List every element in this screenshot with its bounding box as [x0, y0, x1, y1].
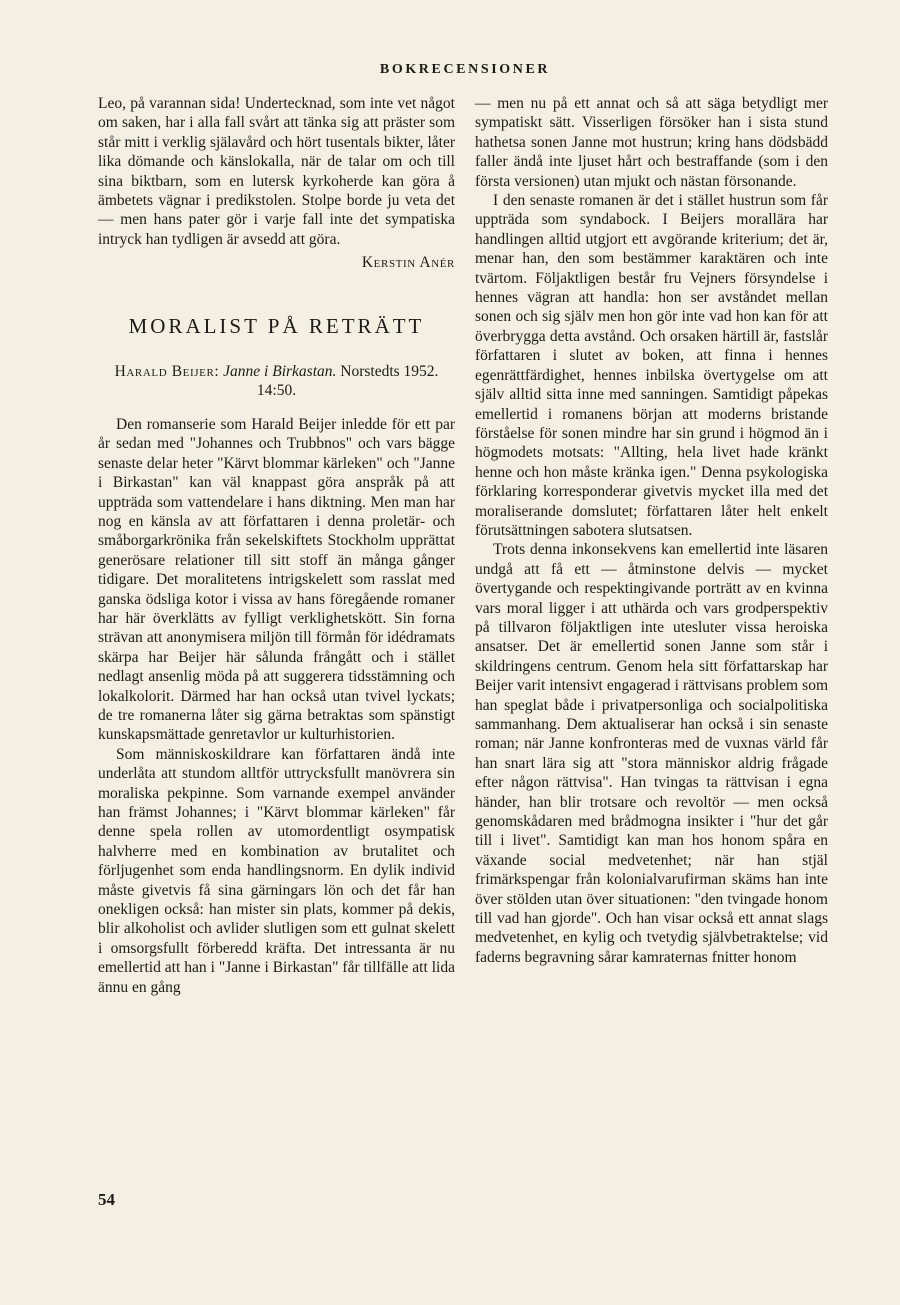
body-paragraph: Som människoskildrare kan författaren ändå inte underlåta att stundom alltför uttrycksfullt manövrera sin moraliska pekpinne. Som varnande exempel använder han främst Johannes; i "Kärvt blommar kärleken" får denne spela rollen av utomordentligt osympatisk halvherre med en kombination av brutalitet och förljugenhet som enda handlingsnorm. En dylik individ måste givetvis få sina gärningars lön och det får han onekligen också: han mister sin plats, kommer på dekis, blir alkoholist och avlider slutligen som ett gulnat skelett i omsorgsfullt förberedd kräfta. Det intressanta är nu emellertid att han i "Janne i Birkastan" får tillfälle att lida ännu en gång [98, 745, 455, 996]
running-head: BOKRECENSIONER [379, 62, 551, 77]
book-publisher: Norstedts 1952. 14:50. [256, 363, 439, 400]
body-paragraph: — men nu på ett annat och så att säga betydligt mer sympatiskt sätt. Visserligen försöker han i sista stund hathetsa sonen Janne mot hustrun; kring hans dödsbädd faller ändå inte ljuset hårt och bestraffande (som i den första versionen) utan mjukt och nästan försonande. [475, 95, 828, 190]
book-info [98, 362, 455, 401]
page-number: 54 [98, 1190, 115, 1209]
book-author: Harald Beijer: [114, 363, 220, 381]
book-title: Janne i Birkastan. [223, 363, 337, 381]
body-paragraph: Den romanserie som Harald Beijer inledde för ett par år sedan med "Johannes och Trubbnos" och vars bägge senaste delar heter "Kärvt blommar kärleken" och "Janne i Birkastan" kan väl knappast göra anspråk på att uppträda som vattendelare i hans diktning. Men man har nog en känsla av att författaren i denna proletär- och småborgarkrönika från sekelskiftets Stockholm upprättat generösare relationer till sitt stoff än många gånger tidigare. Det moralitetens intrigskelett som rasslat med ganska ödsliga kotor i vissa av hans föregående romaner har här överklätts av fylligt verklighetskött. Sin forna strävan att anonymisera miljön till förmån för idédramats skärpa har Beijer här sålunda frångått och i stället nedlagt ansenlig möda på att suggerera tidsstämning och lokalkolorit. Därmed har han också utan tvivel lyckats; de tre romanerna låter sig gärna betraktas som spänstigt kunskapsmättade genretavlor ur kulturhistorien. [98, 415, 455, 744]
right-column [475, 94, 828, 967]
previous-review-ending: Leo, på varannan sida! Undertecknad, som inte vet något om saken, har i alla fall svårt att tänka sig att präster som står mitt i verklig själavård och hört tusentals bikter, låter lika dömande och känslokalla, när de talar om och till sina biktbarn, som en lutersk kyrkoherde kan göra å ämbetets vägnar i predikstolen. Stolpe borde ju veta det — men hans pater gör i varje fall inte det sympatiska intryck han tydligen är avsedd att göra. [98, 95, 455, 248]
body-paragraph: I den senaste romanen är det i stället hustrun som får uppträda som syndabock. I Beijers morallära har handlingen alltid utgjort ett avgörande kriterium; det är, menar han, den som bestämmer karaktären och inte tvärtom. Följaktligen består fru Vejners försyndelse i hennes vägran att handla: hon ser avståndet mellan sonen och sig själv men hon gör inte vad hon kan för att överbrygga detta avstånd. Och orsaken härtill är, fastslår författaren i slutet av boken, att finna i hennes egenrättfärdighet, hennes inbilska övertygelse om att själv alltid sitta inne med sanningen. Samtidigt påpekas emellertid i romanens början att moderns bristande förståelse för sonen mindre har sin grund i högmod än i högmodets motsats: "Allting, hela livet hade kränkt henne och hon måste kränka igen." Denna psykologiska förklaring korresponderar givetvis mycket illa med det moraliserande domslutet; författaren låter helt enkelt förutsättningen sabotera slutsatsen. [475, 192, 828, 539]
review-title: MORALIST PÅ RETRÄTT [128, 313, 425, 338]
reviewer-signature: Kerstin Anér [361, 254, 455, 272]
body-paragraph: Trots denna inkonsekvens kan emellertid inte läsaren undgå att få ett — åtminstone delvis — mycket övertygande och respektingivande porträtt av en kvinna vars moral ligger i att uthärda och vars grodperspektiv på tillvaron följaktligen inte utesluter vissa heroiska ansatser. Det är emellertid sonen Janne som står i skildringens centrum. Genom hela sitt författarskap har Beijer varit intensivt engagerad i rättvisans problem som han speglat både i privatpersonliga och socialpolitiska sammanhang. Dem aktualiserar han också i sin senaste roman; när Janne konfronteras med de vuxnas värld får han snart lära sig att "stora människor aldrig frågade efter någon rättvisa". Han tvingas ta rättvisan i egna händer, han blir trotsare och revoltör — men också genomskådaren med brådmogna insikter i "hur det går till i livet". Samtidigt kan man hos honom spåra en växande social medvetenhet; när han stjäl frimärkspengar från kolonialvarufirman skäms han inte över stölden utan över situationen: "den tvingade honom till vad han gjorde". Och han visar också ett annat slags medvetenhet, en kylig och tvetydig självbetraktelse; vid faderns begravning sårar kamraternas fnitter honom [475, 541, 828, 966]
left-column [98, 94, 455, 997]
